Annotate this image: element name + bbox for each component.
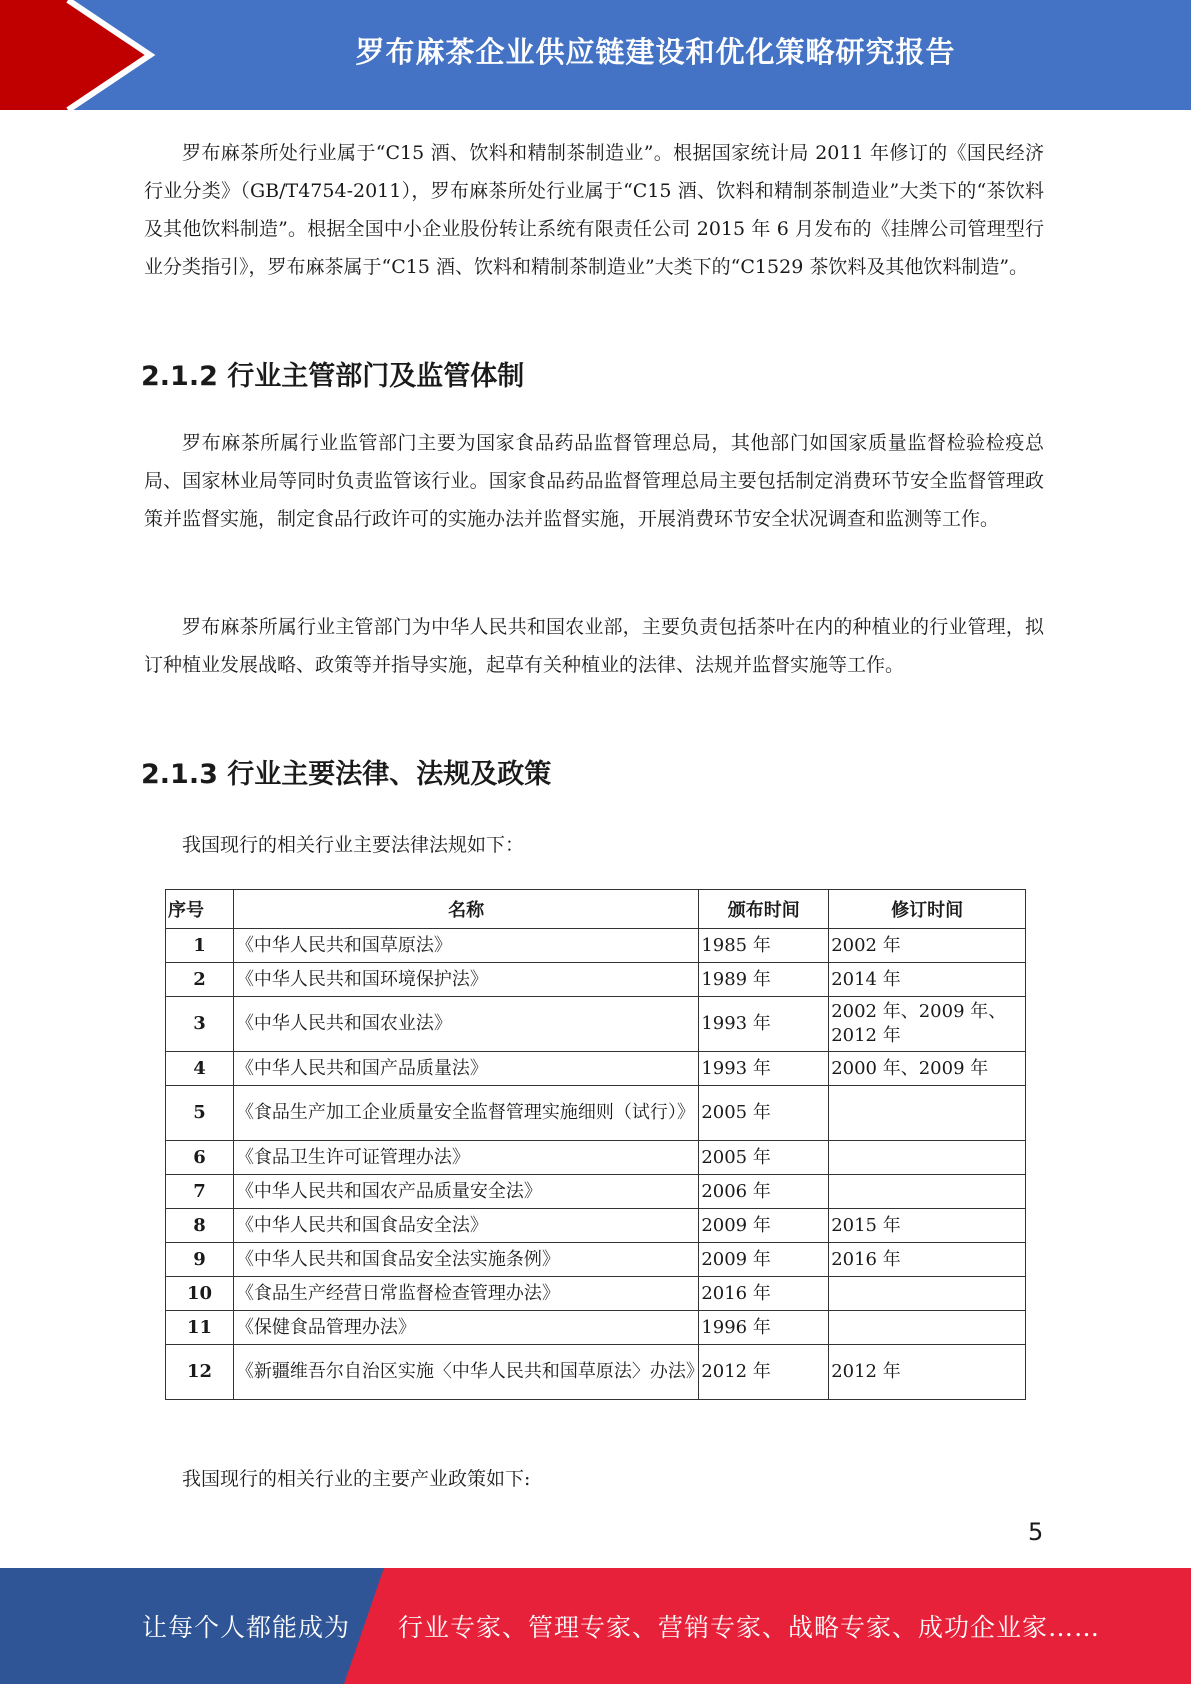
cell-issued: 2009 年 xyxy=(699,1209,829,1243)
cell-issued: 2005 年 xyxy=(699,1086,829,1141)
paragraph-regulatory-authority: 罗布麻茶所属行业监管部门主要为国家食品药品监督管理总局，其他部门如国家质量监督检验检疫总局、国家林业局等同时负责监管该行业。国家食品药品监督管理总局主要包括制定消费环节安全监督管理政策并监督实施，制定食品行政许可的实施办法并监督实施，开展消费环节安全状况调查和监测等工作。 xyxy=(144,432,1044,530)
paragraph-competent-authority: 罗布麻茶所属行业主管部门为中华人民共和国农业部，主要负责包括茶叶在内的种植业的行业管理，拟订种植业发展战略、政策等并指导实施，起草有关种植业的法律、法规并监督实施等工作。 xyxy=(144,616,1044,676)
cell-number: 7 xyxy=(166,1175,234,1209)
cell-revised xyxy=(829,1086,1026,1141)
cell-issued: 2016 年 xyxy=(699,1277,829,1311)
cell-number: 4 xyxy=(166,1052,234,1086)
header-arrow-icon xyxy=(0,0,160,110)
paragraph-industry-classification: 罗布麻茶所处行业属于“C15 酒、饮料和精制茶制造业”。根据国家统计局 2011 年修订的《国民经济行业分类》（GB/T4754-2011），罗布麻茶所处行业属于“C15 酒、饮料和精制茶制造业”大类下的“茶饮料及其他饮料制造”。根据全国中小企业股份转让系统有限责任公司 2015 年 6 月发布的《挂牌公司管理型行业分类指引》，罗布麻茶属于“C15 酒、饮料和精制茶制造业”大类下的“C1529 茶饮料及其他饮料制造”。 xyxy=(144,142,1044,278)
cell-issued: 1996 年 xyxy=(699,1311,829,1345)
table-header-row xyxy=(166,890,1026,929)
footer-slogan-left: 让每个人都能成为 xyxy=(142,1613,351,1642)
page-number: 5 xyxy=(1028,1518,1044,1546)
cell-number: 3 xyxy=(166,997,234,1052)
cell-revised: 2002 年 xyxy=(829,929,1026,963)
table-row xyxy=(166,929,1026,963)
cell-revised: 2014 年 xyxy=(829,963,1026,997)
column-header-name: 名称 xyxy=(233,890,698,929)
cell-number: 12 xyxy=(166,1345,234,1400)
section-heading-2-1-2: 2.1.2 行业主管部门及监管体制 xyxy=(141,361,525,392)
table-row xyxy=(166,997,1026,1052)
cell-name: 《中华人民共和国产品质量法》 xyxy=(233,1052,698,1086)
laws-table xyxy=(165,889,1026,1400)
cell-issued: 1989 年 xyxy=(699,963,829,997)
cell-revised: 2012 年 xyxy=(829,1345,1026,1400)
table-row xyxy=(166,1243,1026,1277)
footer-slogan-right: 行业专家、管理专家、营销专家、战略专家、成功企业家…… xyxy=(398,1613,1101,1642)
cell-name: 《保健食品管理办法》 xyxy=(233,1311,698,1345)
page-header xyxy=(0,0,1191,110)
cell-revised xyxy=(829,1141,1026,1175)
cell-number: 5 xyxy=(166,1086,234,1141)
table-row xyxy=(166,1345,1026,1400)
cell-revised xyxy=(829,1277,1026,1311)
table-row xyxy=(166,1175,1026,1209)
cell-name: 《食品生产经营日常监督检查管理办法》 xyxy=(233,1277,698,1311)
section-heading-2-1-3: 2.1.3 行业主要法律、法规及政策 xyxy=(141,759,552,790)
cell-name: 《中华人民共和国农业法》 xyxy=(233,997,698,1052)
cell-number: 6 xyxy=(166,1141,234,1175)
cell-number: 8 xyxy=(166,1209,234,1243)
cell-issued: 2005 年 xyxy=(699,1141,829,1175)
table-row xyxy=(166,1209,1026,1243)
cell-issued: 1993 年 xyxy=(699,997,829,1052)
cell-number: 1 xyxy=(166,929,234,963)
cell-issued: 1993 年 xyxy=(699,1052,829,1086)
cell-name: 《中华人民共和国草原法》 xyxy=(233,929,698,963)
header-title: 罗布麻茶企业供应链建设和优化策略研究报告 xyxy=(355,34,956,69)
cell-revised xyxy=(829,1311,1026,1345)
column-header-issued: 颁布时间 xyxy=(699,890,829,929)
cell-issued: 2006 年 xyxy=(699,1175,829,1209)
cell-number: 9 xyxy=(166,1243,234,1277)
column-header-revised: 修订时间 xyxy=(829,890,1026,929)
cell-name: 《中华人民共和国环境保护法》 xyxy=(233,963,698,997)
table-row xyxy=(166,1086,1026,1141)
closing-sentence: 我国现行的相关行业的主要产业政策如下: xyxy=(182,1468,531,1490)
cell-name: 《食品卫生许可证管理办法》 xyxy=(233,1141,698,1175)
cell-revised: 2015 年 xyxy=(829,1209,1026,1243)
cell-name: 《中华人民共和国农产品质量安全法》 xyxy=(233,1175,698,1209)
cell-name: 《中华人民共和国食品安全法》 xyxy=(233,1209,698,1243)
table-row xyxy=(166,963,1026,997)
table-row xyxy=(166,1141,1026,1175)
cell-name: 《食品生产加工企业质量安全监督管理实施细则（试行）》 xyxy=(233,1086,698,1141)
cell-revised: 2016 年 xyxy=(829,1243,1026,1277)
cell-revised xyxy=(829,1175,1026,1209)
cell-number: 2 xyxy=(166,963,234,997)
cell-number: 11 xyxy=(166,1311,234,1345)
cell-issued: 1985 年 xyxy=(699,929,829,963)
page-footer xyxy=(0,1568,1191,1684)
column-header-number: 序号 xyxy=(166,890,234,929)
cell-name: 《中华人民共和国食品安全法实施条例》 xyxy=(233,1243,698,1277)
cell-issued: 2009 年 xyxy=(699,1243,829,1277)
table-row xyxy=(166,1052,1026,1086)
table-intro: 我国现行的相关行业主要法律法规如下： xyxy=(182,834,525,856)
cell-name: 《新疆维吾尔自治区实施〈中华人民共和国草原法〉办法》 xyxy=(233,1345,698,1400)
table-row xyxy=(166,1277,1026,1311)
cell-revised: 2000 年、2009 年 xyxy=(829,1052,1026,1086)
cell-number: 10 xyxy=(166,1277,234,1311)
cell-revised: 2002 年、2009 年、2012 年 xyxy=(829,997,1026,1052)
cell-issued: 2012 年 xyxy=(699,1345,829,1400)
table-row xyxy=(166,1311,1026,1345)
